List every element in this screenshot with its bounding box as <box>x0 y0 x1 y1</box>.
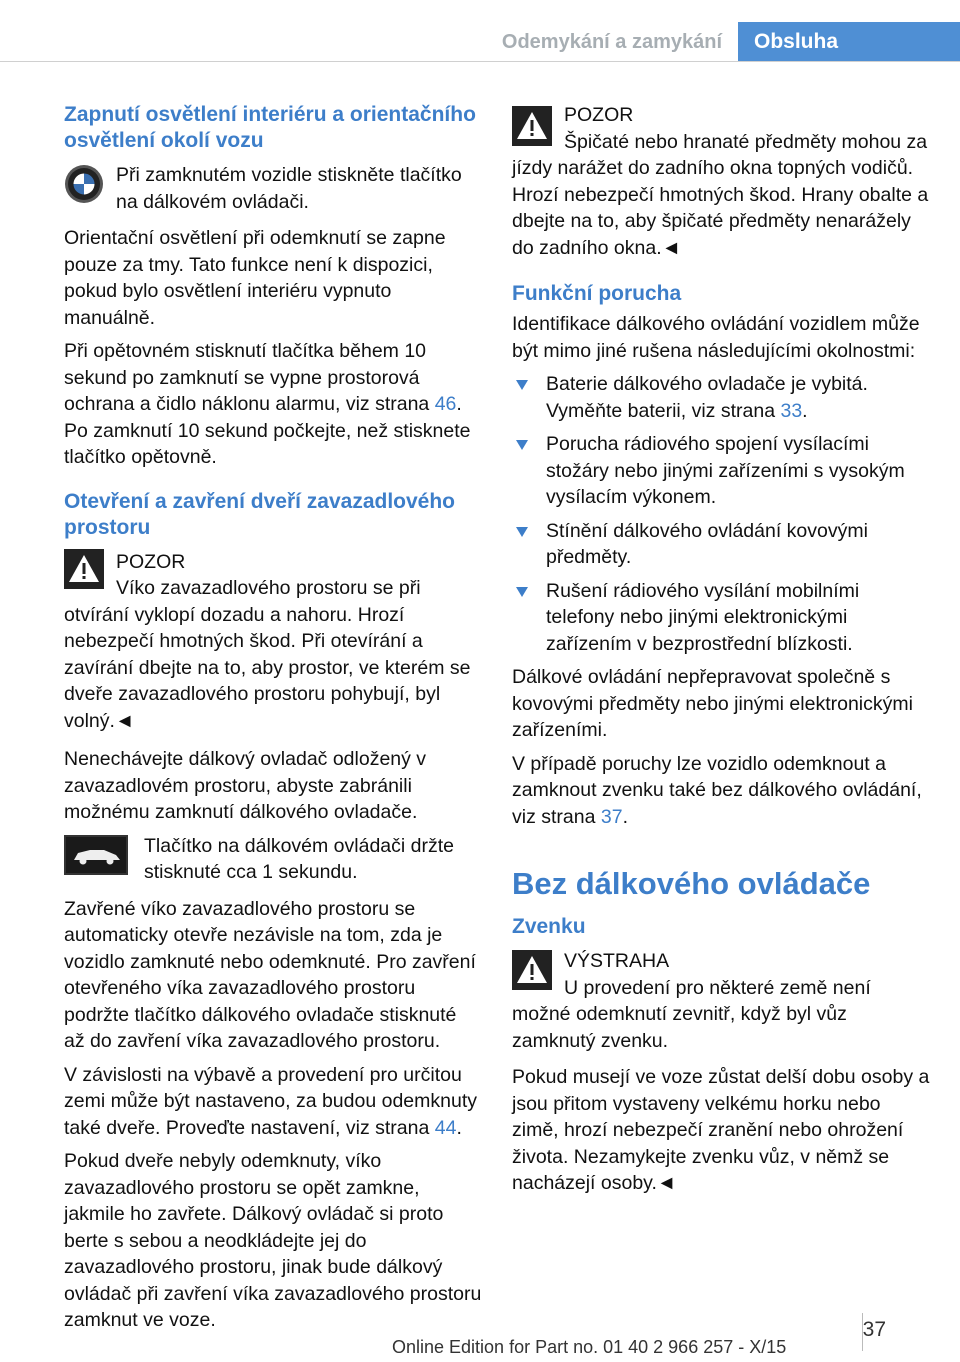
key-instruction <box>64 162 482 215</box>
list-item: Stínění dálkového ovládání kovovými předměty. <box>512 518 932 571</box>
warning-text: U provedení pro některé země není možné odemknutí zevnitř, když byl vůz zamknutý zvenku. <box>512 976 871 1052</box>
warning-block <box>512 948 932 1054</box>
heading-fault: Funkční porucha <box>512 282 682 305</box>
heading-no-remote: Bez dálkového ovládače <box>512 866 871 901</box>
warning-text: Víko zavazadlového prostoru se při otvírání vyklopí dozadu a nahoru. Hrozí nebezpečí hmotných škod. Při otevírání a zavírání dbejte na to, aby prostor, ve kterém se dveře zavazadlového prostoru pohybují, byl volný.◄ <box>64 577 471 732</box>
list-item: Baterie dálkového ovladače je vybitá. Vyměňte baterii, viz strana 33. <box>512 371 932 424</box>
header-chapter-tab: Obsluha <box>738 22 960 62</box>
warning-icon <box>512 106 552 146</box>
footer-edition: Online Edition for Part no. 01 40 2 966 257 - X/15 <box>392 1337 787 1357</box>
bullet-triangle-icon <box>516 527 528 537</box>
trunk-instruction-text: Tlačítko na dálkovém ovládači držte stisknuté cca 1 sekundu. <box>144 834 454 883</box>
page-link[interactable]: 44 <box>434 1116 457 1139</box>
left-column <box>64 102 482 1341</box>
trunk-instruction <box>64 833 482 886</box>
paragraph: Orientační osvětlení při odemknutí se zapne pouze za tmy. Tato funkce není k dispozici, pokud bylo osvětlení interiéru vypnuto manuálně. <box>64 227 446 329</box>
paragraph: Zavřené víko zavazadlového prostoru se automaticky otevře nezávisle na tom, zda je vozidlo zamknuté nebo odemknuté. Pro zavření otevřeného víka zavazadlového prostoru podržte tlačítko dálkového ovladače stisknuté až do zavření víka zavazadlového prostoru. <box>64 897 476 1052</box>
heading-outside: Zvenku <box>512 915 586 938</box>
fault-list <box>512 371 932 657</box>
warning-icon <box>64 549 104 589</box>
page-number: 37 <box>862 1318 886 1341</box>
warning-icon <box>512 950 552 990</box>
warning-block <box>512 102 932 261</box>
bullet-triangle-icon <box>516 440 528 450</box>
right-column <box>512 102 932 1204</box>
header-divider <box>0 61 960 62</box>
bullet-triangle-icon <box>516 587 528 597</box>
page-link[interactable]: 37 <box>600 805 623 828</box>
header-section-title: Odemykání a zamykání <box>501 31 722 53</box>
warning-title: VÝSTRAHA <box>564 950 670 972</box>
warning-text: Špičaté nebo hranaté předměty mohou za jízdy narážet do zadního okna topných vodičů. Hrozí nebezpečí hmotných škod. Hrany obalte a dbejte na to, aby špičaté předměty nenarážely do zadního okna.◄ <box>512 130 929 259</box>
paragraph: V případě poruchy lze vozidlo odemknout a zamknout zvenku také bez dálkového ovládání, viz strana 37. <box>512 752 922 828</box>
heading-interior-light: Zapnutí osvětlení interiéru a orientačního osvětlení okolí vozu <box>64 103 476 152</box>
warning-title: POZOR <box>116 550 186 573</box>
paragraph: Identifikace dálkového ovládání vozidlem může být mimo jiné rušena následujícími okolnostmi: <box>512 313 920 362</box>
paragraph: Nenechávejte dálkový ovladač odložený v zavazadlovém prostoru, abyste zabránili možnému zamknutí dálkového ovladače. <box>64 748 427 823</box>
paragraph: Pokud musejí ve voze zůstat delší dobu osoby a jsou přitom vystaveny velkému horku nebo zimě, hrozí nebezpečí zranění nebo ohrožení života. Nezamykejte zvenku vůz, v němž se nacházejí osoby.◄ <box>512 1066 930 1194</box>
paragraph: Pokud dveře nebyly odemknuty, víko zavazadlového prostoru se opět zamkne, jakmile ho zavřete. Dálkový ovládač si proto berte s sebou a neodkládejte jej do zavazadlového prostoru, jinak bude dálkový ovládač při zavření víka zavazadlového prostoru zamknut ve voze. <box>64 1150 482 1331</box>
bullet-triangle-icon <box>516 380 528 390</box>
warning-title: POZOR <box>564 104 634 126</box>
page-link[interactable]: 46 <box>434 393 457 415</box>
bmw-key-button-icon <box>64 164 104 204</box>
list-item: Porucha rádiového spojení vysílacími stožáry nebo jinými zařízeními s vysokým vysílacím výkonem. <box>512 431 932 511</box>
warning-block <box>64 549 482 735</box>
paragraph: Při opětovném stisknutí tlačítka během 10 sekund po zamknutí se vypne prostorová ochrana a čidlo náklonu alarmu, viz strana 46. Po zamknutí 10 sekund počkejte, než stisknete tlačítko opětovně. <box>64 340 471 468</box>
list-item: Rušení rádiového vysílání mobilními telefony nebo jinými elektronickými zařízením v bezprostřední blízkosti. <box>512 578 932 658</box>
paragraph: V závislosti na výbavě a provedení pro určitou zemi může být nastaveno, za budou odemknuty také dveře. Proveďte nastavení, viz strana 44. <box>64 1063 477 1139</box>
paragraph: Dálkové ovládání nepřepravovat společně s kovovými předměty nebo jinými elektronickými zařízeními. <box>512 666 913 741</box>
heading-trunk: Otevření a zavření dveří zavazadlového prostoru <box>64 489 456 539</box>
trunk-button-icon <box>64 835 128 875</box>
key-instruction-text: Při zamknutém vozidle stiskněte tlačítko na dálkovém ovládači. <box>116 164 462 213</box>
page-link[interactable]: 33 <box>780 399 803 422</box>
